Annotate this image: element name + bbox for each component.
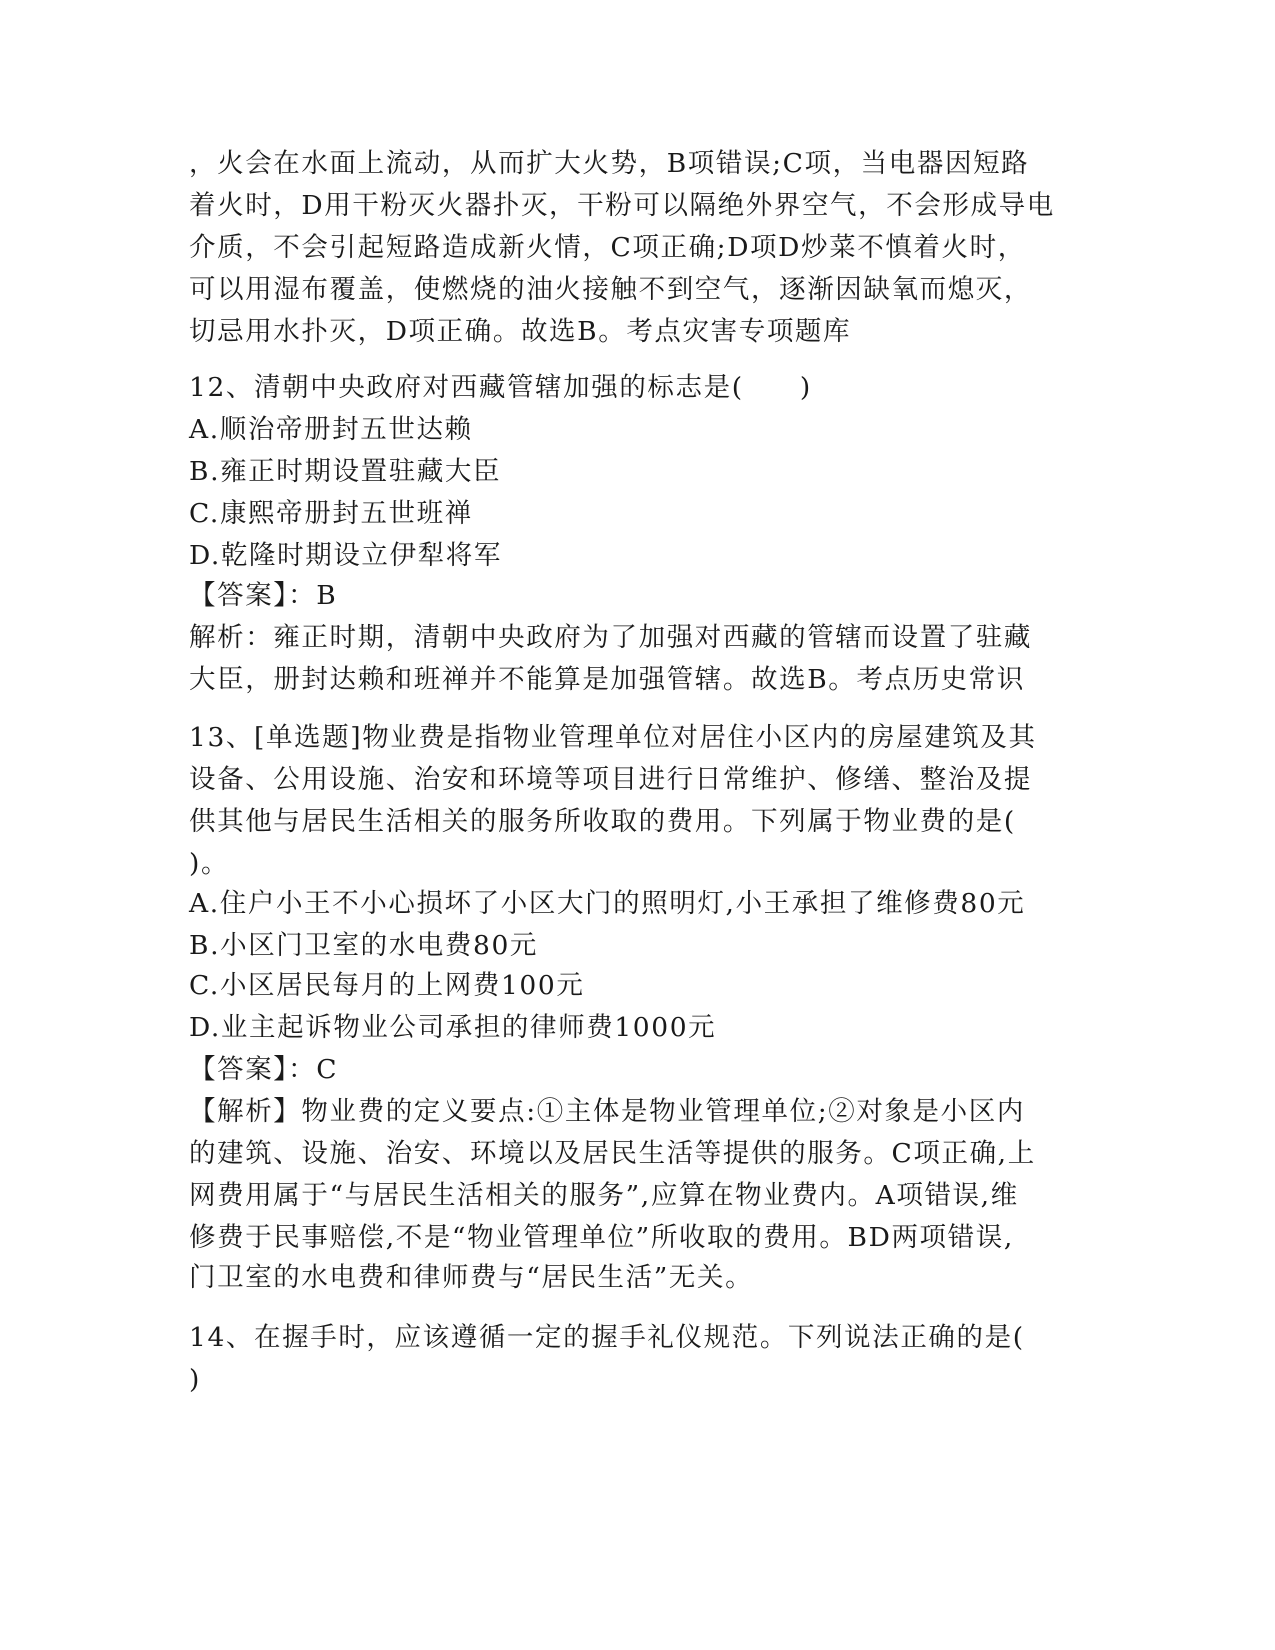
question-14: 14、在握手时，应该遵循一定的握手礼仪规范。下列说法正确的是( (189, 1322, 1025, 1353)
option-b: B.雍正时期设置驻藏大臣 (189, 456, 502, 487)
question-text: ) (189, 1364, 201, 1395)
option-c: C.小区居民每月的上网费100元 (189, 970, 585, 1001)
option-d: D.乾隆时期设立伊犁将军 (189, 540, 502, 571)
explanation-line: 的建筑、设施、治安、环境以及居民生活等提供的服务。C项正确,上 (189, 1138, 1036, 1169)
explanation-line: 网费用属于“与居民生活相关的服务”,应算在物业费内。A项错误,维 (189, 1180, 1019, 1211)
text-line: ，火会在水面上流动，从而扩大火势，B项错误;C项，当电器因短路 (189, 148, 1030, 179)
option-b: B.小区门卫室的水电费80元 (189, 930, 539, 961)
question-text: 供其他与居民生活相关的服务所收取的费用。下列属于物业费的是( (189, 806, 1016, 837)
option-a: A.顺治帝册封五世达赖 (189, 414, 473, 445)
explanation-line: 大臣，册封达赖和班禅并不能算是加强管辖。故选B。考点历史常识 (189, 664, 1025, 695)
explanation-line: 门卫室的水电费和律师费与“居民生活”无关。 (189, 1262, 754, 1293)
text-line: 可以用湿布覆盖，使燃烧的油火接触不到空气，逐渐因缺氧而熄灭， (189, 274, 1032, 305)
option-c: C.康熙帝册封五世班禅 (189, 498, 473, 529)
explanation-line: 修费于民事赔偿,不是“物业管理单位”所收取的费用。BD两项错误, (189, 1222, 1014, 1253)
question-text: 设备、公用设施、治安和环境等项目进行日常维护、修缮、整治及提 (189, 764, 1032, 795)
question-13: 13、[单选题]物业费是指物业管理单位对居住小区内的房屋建筑及其 (189, 722, 1037, 753)
explanation-line: 【解析】物业费的定义要点:①主体是物业管理单位;②对象是小区内 (189, 1096, 1025, 1127)
question-text: )。 (189, 848, 230, 879)
explanation-line: 解析：雍正时期，清朝中央政府为了加强对西藏的管辖而设置了驻藏 (189, 622, 1032, 653)
text-line: 介质，不会引起短路造成新火情，C项正确;D项D炒菜不慎着火时， (189, 232, 1026, 263)
question-12: 12、清朝中央政府对西藏管辖加强的标志是( ) (189, 372, 812, 403)
option-a: A.住户小王不小心损坏了小区大门的照明灯,小王承担了维修费80元 (189, 888, 1026, 919)
answer-label: 【答案】：B (189, 580, 338, 611)
option-d: D.业主起诉物业公司承担的律师费1000元 (189, 1012, 717, 1043)
text-line: 切忌用水扑灭，D项正确。故选B。考点灾害专项题库 (189, 316, 852, 347)
text-line: 着火时，D用干粉灭火器扑灭，干粉可以隔绝外界空气，不会形成导电 (189, 190, 1055, 221)
answer-label: 【答案】：C (189, 1054, 339, 1085)
